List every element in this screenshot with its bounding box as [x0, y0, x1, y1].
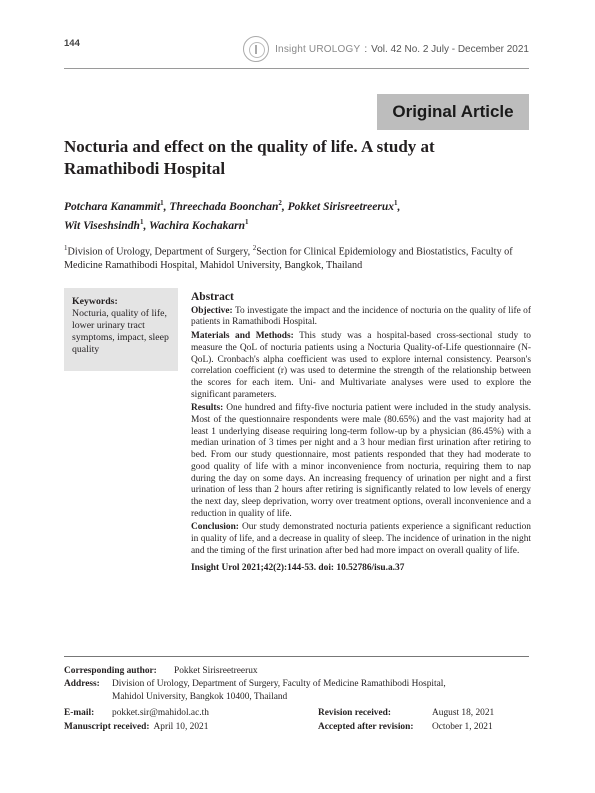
journal-issue: Vol. 42 No. 2 July - December 2021 — [371, 43, 529, 55]
author-affil-sup: 2 — [278, 199, 282, 207]
manuscript-label: Manuscript received: — [64, 722, 150, 732]
citation: Insight Urol 2021;42(2):144-53. doi: 10.52786/isu.a.37 — [191, 563, 405, 574]
affil-sup: 1 — [64, 244, 68, 252]
abstract-methods — [191, 331, 531, 401]
article-title: Nocturia and effect on the quality of life. A study at Ramathibodi Hospital — [64, 137, 435, 178]
running-header — [243, 36, 529, 62]
keywords-label: Keywords: — [72, 296, 118, 307]
page-number: 144 — [64, 38, 80, 49]
author-affil-sup: 1 — [394, 199, 398, 207]
author-affil-sup: 1 — [139, 217, 144, 226]
corresponding-author: Pokket Sirisreetreerux — [174, 666, 258, 676]
footer-divider — [64, 656, 529, 657]
accepted-label: Accepted after revision: — [318, 722, 414, 732]
corresponding-label: Corresponding author: — [64, 666, 157, 676]
author-name: Wit Viseshsindh — [64, 219, 140, 232]
author-affil-sup: 1 — [244, 217, 249, 226]
accepted-date: October 1, 2021 — [432, 722, 493, 732]
revision-label: Revision received: — [318, 708, 391, 718]
author-affil-sup: 1 — [160, 199, 164, 207]
objective-label: Objective: — [191, 305, 233, 316]
correspondence-footer — [64, 665, 534, 735]
abstract-results — [191, 403, 531, 520]
results-text: One hundred and fifty-five nocturia patient were included in the study analysis. Most of the questionnaire respondents were male (80.65%) and the vast majority had at least 1 underlying disease requiring long-term follow-up by a physician (86.45%) with a median urination of 3 times per night and a 3 hour median first urination after retiring to bed. From our study questionnaire, most patients responded that they had moderate to good quality of life with a minor inconvenience from nocturia, requiring them to nap during the day on some days. An increasing frequency of urination per night and a first urination of less than 2 hours after retiring is significantly related to low levels of energy the next day, sleep deprivation, worry over treatment options, overall inconvenience and a reduction in quality of life. — [191, 403, 531, 519]
header-rule — [64, 68, 529, 69]
abstract-heading: Abstract — [191, 291, 234, 303]
author-name: Potchara Kanammit — [64, 200, 161, 213]
author-name: Threechada Boonchan — [169, 200, 279, 213]
revision-date: August 18, 2021 — [432, 708, 495, 718]
author-list: Potchara Kanammit$^1$, Threechada Boonchan$^2$, Pokket Sirisreetreerux$^1$, Wit Viseshsindh$^1$, Wachira Kochakarn$^1$ — [64, 199, 401, 232]
keywords-box — [64, 288, 178, 371]
journal-name: Insight UROLOGY — [275, 43, 361, 55]
abstract — [191, 292, 531, 575]
conclusion-text: Our study demonstrated nocturia patients experience a significant reduction in quality of life, and a decrease in quality of sleep. The incidence of urination in the night and the timing of the first urination after bed had more impact on overall quality of life. — [191, 522, 531, 556]
email-label: E-mail: — [64, 708, 95, 718]
affil-sup: 2 — [252, 244, 257, 252]
header-separator: : — [364, 43, 368, 55]
author-name: Pokket Sirisreetreerux — [287, 200, 394, 213]
author-name: Wachira Kochakarn — [149, 219, 245, 232]
university-seal-icon — [243, 36, 269, 62]
methods-label: Materials and Methods: — [191, 331, 294, 342]
affiliation-2: Section for Clinical Epidemiology and Biostatistics, Faculty of Medicine Ramathibodi Hospital, Mahidol University, Bangkok, Thailand — [64, 246, 513, 272]
manuscript-date: April 10, 2021 — [153, 722, 209, 732]
address-line-1: Division of Urology, Department of Surgery, Faculty of Medicine Ramathibodi Hospital, — [112, 679, 446, 689]
affiliations — [64, 241, 534, 273]
results-label: Results: — [191, 403, 224, 414]
objective-text: To investigate the impact and the incidence of nocturia on the quality of life of patients in Ramathibodi Hospital. — [191, 305, 531, 328]
email-address[interactable]: pokket.sir@mahidol.ac.th — [112, 708, 209, 718]
abstract-conclusion — [191, 522, 531, 557]
affiliation-1: Division of Urology, Department of Surgery, — [67, 246, 253, 258]
address-line-2: Mahidol University, Bangkok 10400, Thailand — [112, 692, 288, 702]
abstract-objective — [191, 306, 531, 329]
article-type-badge: Original Article — [377, 94, 529, 130]
keywords-text: Nocturia, quality of life, lower urinary tract symptoms, impact, sleep quality — [72, 308, 169, 355]
address-label: Address: — [64, 679, 100, 689]
methods-text: This study was a hospital-based cross-sectional study to measure the QoL of nocturia patients using a Nocturia Quality-of-Life questionnaire (N-QoL). Cronbach's alpha coefficient was used to explore internal consistency. Pearson's correlation coefficient (r) was used to determine the strength of the relationship between the scores for each item. Uni- and Multivariate analyses were used to explore the significant parameters. — [191, 331, 531, 400]
conclusion-label: Conclusion: — [191, 522, 239, 533]
